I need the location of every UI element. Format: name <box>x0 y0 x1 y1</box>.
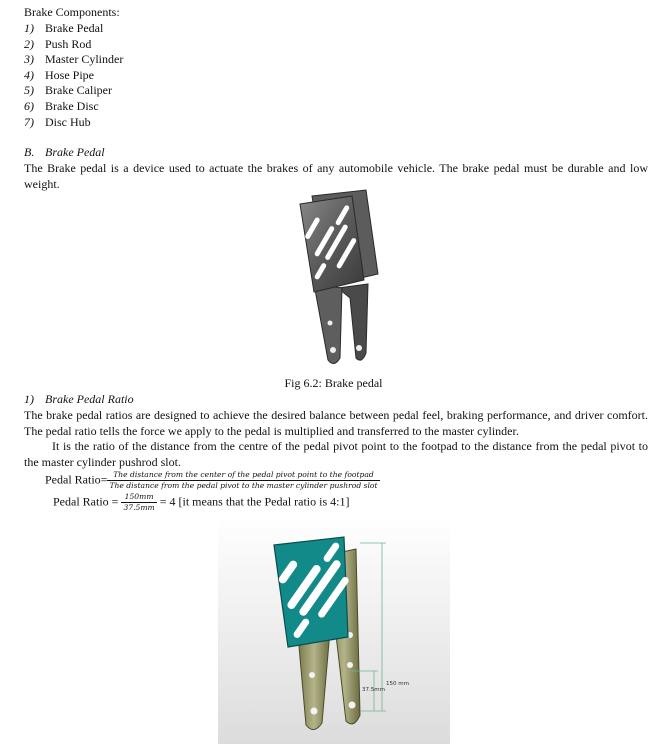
brake-pedal-cad-illustration <box>218 515 450 744</box>
list-item: 4) Hose Pipe <box>24 67 94 82</box>
list-item: 6) Brake Disc <box>24 98 99 113</box>
list-item: 3) Master Cylinder <box>24 52 124 67</box>
components-list <box>24 21 123 130</box>
pedal-ratio-calculation: Pedal Ratio = $\frac{150mm}{37.5mm}$ = 4 [it means that the Pedal ratio is 4:1] <box>53 492 350 512</box>
paragraph-definition: It is the ratio of the distance from the centre of the pedal pivot point to the footpad to the distance from the pedal pivot to the master cylinder pushrod slot. <box>24 439 648 469</box>
list-item: 2) Push Rod <box>24 36 92 51</box>
paragraph-intro: The Brake pedal is a device used to actuate the brakes of any automobile vehicle. The brake pedal must be durable and low weight. <box>24 161 648 191</box>
section-heading: B. Brake Pedal <box>24 145 105 159</box>
subsection-heading: 1) Brake Pedal Ratio <box>24 392 134 406</box>
brake-pedal-illustration <box>280 188 390 368</box>
figure-caption: Fig 6.2: Brake pedal <box>284 376 383 390</box>
dimension-label-long: 150 mm <box>386 681 409 687</box>
dimension-label-short: 37.5mm <box>362 687 385 693</box>
components-heading: Brake Components: <box>24 5 120 19</box>
list-item: 7) Disc Hub <box>24 114 91 129</box>
list-item: 1) Brake Pedal <box>24 21 104 35</box>
paragraph-ratio: The brake pedal ratios are designed to achieve the desired balance between pedal feel, braking performance, and driver comfort. The pedal ratio tells the force we apply to the pedal is multiplied and transferred to the master cylinder. <box>24 408 648 438</box>
pedal-ratio-formula: Pedal Ratio= The distance from the center of the pedal pivot point to the footpad The distance from the pedal pivot to the master cylinder pushrod slot <box>45 470 378 490</box>
formula-fraction: The distance from the center of the pedal pivot point to the footpad The distance from the pedal pivot to the master cylinder pushrod slot <box>109 470 378 490</box>
list-item: 5) Brake Caliper <box>24 83 112 98</box>
brake-pedal-figure <box>280 188 390 368</box>
brake-pedal-cad-figure <box>218 515 450 744</box>
calculation-fraction: $\frac{150mm}{37.5mm}$ <box>123 492 155 512</box>
